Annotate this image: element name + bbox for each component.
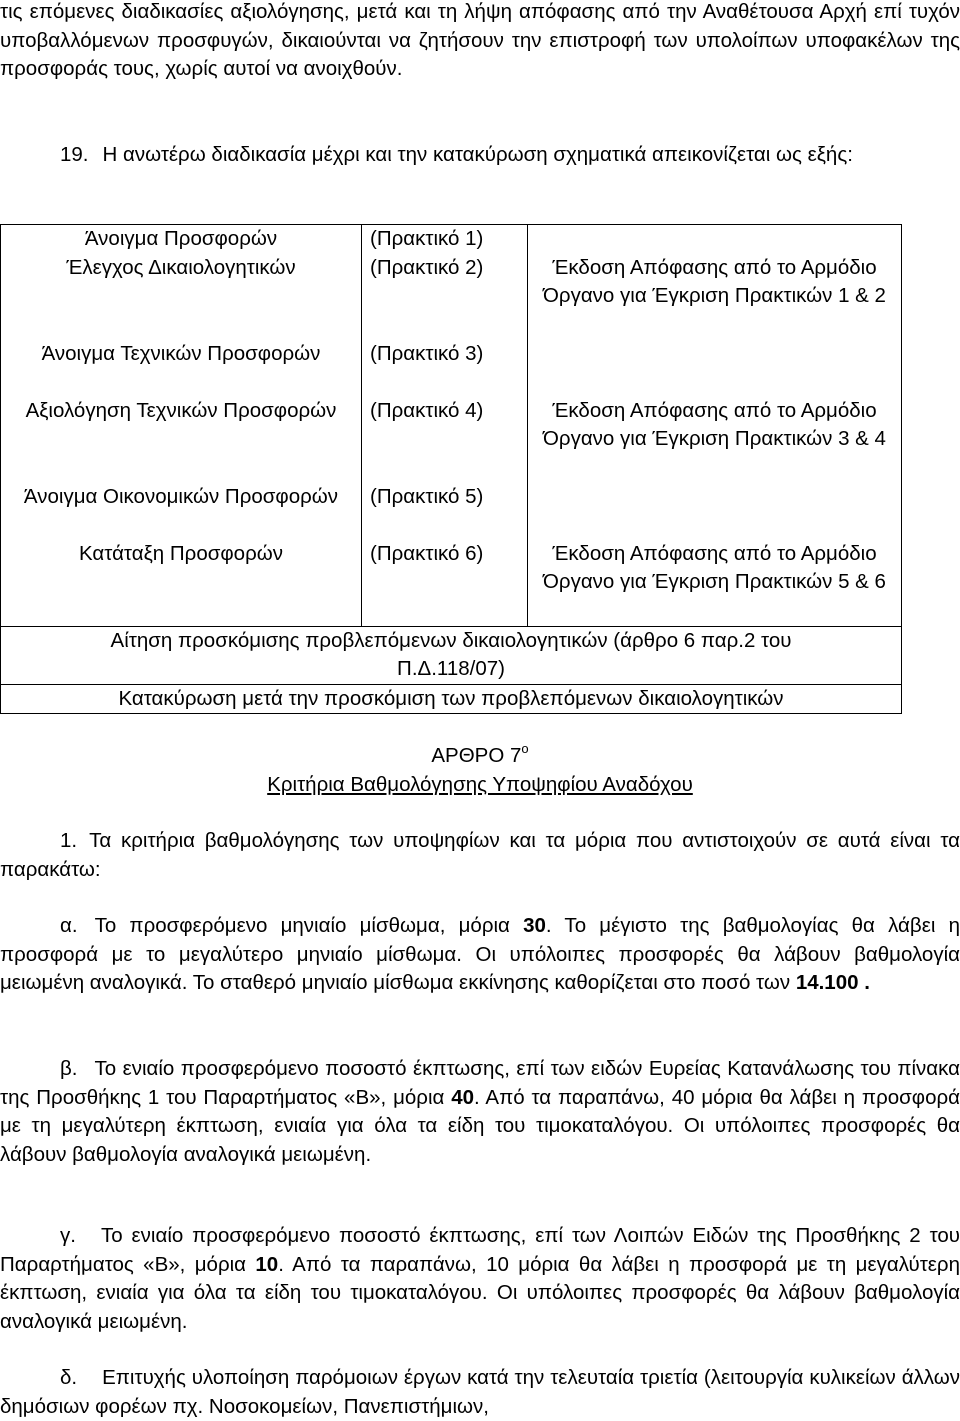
table-row — [1, 540, 902, 627]
criterion-alpha-label: α. — [60, 914, 78, 937]
table-row — [1, 626, 902, 684]
paragraph-1-text: Τα κριτήρια βαθμολόγησης των υποψηφίων και τα μόρια που αντιστοιχούν σε αυτά είναι τα παρακάτω: — [0, 829, 960, 881]
starting-rent-amount: 14.100 . — [795, 971, 870, 995]
flow-record: (Πρακτικό 6) — [362, 540, 528, 627]
flow-step: Άνοιγμα Προσφορών — [1, 225, 362, 254]
flow-record: (Πρακτικό 2) — [362, 254, 528, 340]
flow-step: Έλεγχος Δικαιολογητικών — [1, 254, 362, 340]
table-row — [1, 483, 902, 540]
decision-cell: Έκδοση Απόφασης από το Αρμόδιο Όργανο για Έγκριση Πρακτικών 1 & 2 — [528, 254, 902, 340]
table-row — [1, 397, 902, 483]
decision-cell: Έκδοση Απόφασης από το Αρμόδιο Όργανο για Έγκριση Πρακτικών 5 & 6 — [528, 540, 902, 627]
procedure-flow-table — [0, 224, 902, 714]
criterion-alpha-points: 30 — [523, 914, 546, 937]
item-19-paragraph — [0, 141, 960, 170]
article-subtitle: Κριτήρια Βαθμολόγησης Υποψηφίου Αναδόχου — [267, 773, 693, 796]
item-19-number: 19. — [60, 143, 89, 166]
flow-record: (Πρακτικό 5) — [362, 483, 528, 540]
item-19-text: Η ανωτέρω διαδικασία μέχρι και την κατακύρωση σχηματικά απεικονίζεται ως εξής: — [102, 143, 853, 166]
criterion-beta: β. Το ενιαίο προσφερόμενο ποσοστό έκπτωσης, επί των ειδών Ευρείας Κατανάλωσης του πίνακα της Προσθήκης 1 του Παραρτήματος «Β», μόρια 40. Από τα παραπάνω, 40 μόρια θα λάβει η προσφορά με τη μεγαλύτερη έκπτωση, ενιαία για όλα τα είδη του τιμοκαταλόγου. Οι υπόλοιπες προσφορές θα λάβουν βαθμολογία αναλογικά μειωμένη. — [0, 1057, 960, 1166]
criterion-alpha: α. Το προσφερόμενο μηνιαίο μίσθωμα, μόρια 30. Το μέγιστο της βαθμολογίας θα λάβει η προσφορά με το μεγαλύτερο μηνιαίο μίσθωμα. Οι υπόλοιπες προσφορές θα λάβουν βαθμολογία μειωμένη αναλογικά. Το σταθερό μηνιαίο μίσθωμα εκκίνησης καθορίζεται στο ποσό των 14.100 . — [0, 914, 960, 995]
table-row — [1, 225, 902, 254]
decision-cell: Έκδοση Απόφασης από το Αρμόδιο Όργανο για Έγκριση Πρακτικών 3 & 4 — [528, 397, 902, 483]
intro-text: τις επόμενες διαδικασίες αξιολόγησης, μετά και τη λήψη απόφασης από την Αναθέτουσα Αρχή επί τυχόν υποβαλλόμενων προσφυγών, δικαιούνται να ζητήσουν την επιστροφή των υπολοίπων υποφακέλων της προσφοράς τους, χωρίς αυτοί να ανοιχθούν. — [0, 0, 960, 81]
flow-step: Άνοιγμα Οικονομικών Προσφορών — [1, 483, 362, 540]
paragraph-1-number: 1. — [60, 829, 78, 852]
flow-step: Κατάταξη Προσφορών — [1, 540, 362, 627]
paragraph-1 — [0, 827, 960, 884]
article-title-superscript: ο — [521, 741, 529, 756]
table-row — [1, 340, 902, 397]
table-row — [1, 684, 902, 714]
criterion-beta-label: β. — [60, 1057, 78, 1080]
flow-record: (Πρακτικό 3) — [362, 340, 528, 397]
table-row — [1, 254, 902, 340]
flow-record: (Πρακτικό 1) — [362, 225, 528, 254]
request-row: Αίτηση προσκόμισης προβλεπόμενων δικαιολογητικών (άρθρο 6 παρ.2 του Π.Δ.118/07) — [1, 626, 902, 684]
intro-paragraph — [0, 0, 960, 84]
article-title: ΑΡΘΡΟ $7^o$ — [431, 741, 529, 767]
criterion-delta: δ. Επιτυχής υλοποίηση παρόμοιων έργων κατά την τελευταία τριετία (λειτουργία κυλικείων άλλων δημόσιων φορέων πχ. Νοσοκομείων, Πανεπιστήμιων, — [0, 1366, 960, 1418]
flow-step: Άνοιγμα Τεχνικών Προσφορών — [1, 340, 362, 397]
award-row: Κατακύρωση μετά την προσκόμιση των προβλεπόμενων δικαιολογητικών — [1, 684, 902, 714]
criterion-gamma-label: γ. — [60, 1224, 76, 1247]
criterion-beta-points: 40 — [451, 1085, 475, 1109]
flow-record: (Πρακτικό 4) — [362, 397, 528, 483]
criterion-gamma: γ. Το ενιαίο προσφερόμενο ποσοστό έκπτωσης, επί των Λοιπών Ειδών της Προσθήκης 2 του Παραρτήματος «Β», μόρια 10. Από τα παραπάνω, 10 μόρια θα λάβει η προσφορά με τη μεγαλύτερη έκπτωση, ενιαία για όλα τα είδη του τιμοκαταλόγου. Οι υπόλοιπες προσφορές θα λάβουν βαθμολογία αναλογικά μειωμένη. — [0, 1224, 960, 1333]
criterion-delta-label: δ. — [60, 1366, 78, 1389]
flow-step: Αξιολόγηση Τεχνικών Προσφορών — [1, 397, 362, 483]
criterion-gamma-points: 10 — [255, 1252, 279, 1276]
